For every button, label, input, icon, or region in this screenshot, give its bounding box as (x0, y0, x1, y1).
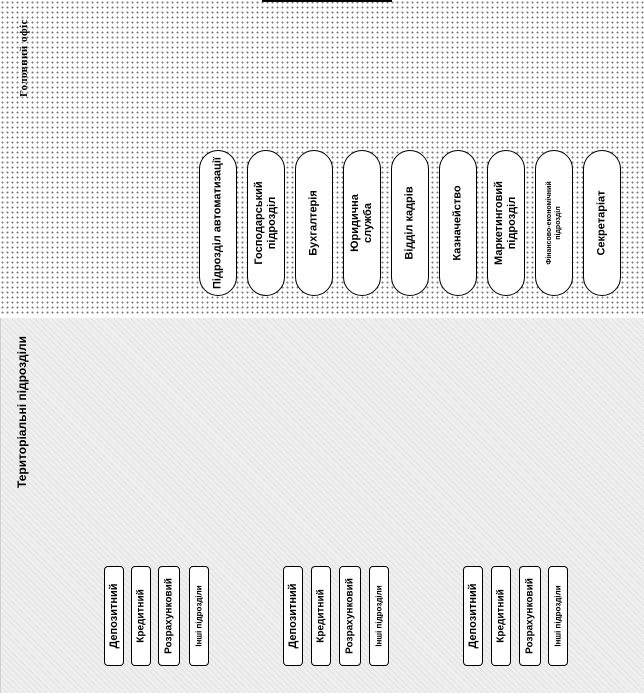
dept-marketing (487, 150, 525, 296)
unit-label: Депозитний (108, 583, 120, 649)
unit-other (369, 566, 389, 666)
unit-other (189, 566, 209, 666)
dept-label: Фінансово-економічний підрозділ (546, 181, 562, 265)
unit-other (548, 566, 568, 666)
dept-label: Підрозділ автоматизації (211, 157, 224, 289)
dept-label: Бухгалтерія (307, 190, 320, 256)
territorial-divisions-label: Територіальні підрозділи (15, 335, 29, 489)
dept-economic (247, 150, 285, 296)
dept-treasury (439, 150, 477, 296)
unit-label: Кредитний (495, 589, 507, 643)
dept-label: Господарський підрозділ (253, 181, 278, 265)
dept-label: Казначейство (451, 185, 464, 261)
unit-label: Депозитний (467, 583, 479, 649)
dept-automation (199, 150, 237, 296)
dept-accounting (295, 150, 333, 296)
dept-legal (343, 150, 381, 296)
unit-deposit (104, 566, 124, 666)
unit-label: Інші підрозділи (374, 585, 384, 647)
unit-label: Депозитний (287, 583, 299, 649)
unit-credit (311, 566, 331, 666)
dept-label: Відділ кадрів (403, 186, 416, 260)
dept-label: Секретаріат (595, 190, 608, 256)
unit-credit (131, 566, 151, 666)
unit-deposit (463, 566, 483, 666)
top-connector-line (262, 0, 392, 2)
unit-label: Кредитний (135, 589, 147, 643)
unit-label: Розрахунковий (524, 578, 536, 654)
dept-hr (391, 150, 429, 296)
unit-label: Розрахунковий (163, 578, 175, 654)
unit-settlement (339, 566, 361, 666)
unit-settlement (519, 566, 541, 666)
dept-label: Маркетинговий підрозділ (493, 181, 518, 265)
unit-label: Інші підрозділи (553, 585, 563, 647)
unit-label: Інші підрозділи (194, 585, 204, 647)
dept-secretariat (583, 150, 621, 296)
unit-deposit (283, 566, 303, 666)
unit-credit (491, 566, 511, 666)
unit-label: Кредитний (315, 589, 327, 643)
dept-finance (535, 150, 573, 296)
head-office-label: Головний офіс (18, 18, 30, 98)
unit-settlement (158, 566, 180, 666)
unit-label: Розрахунковий (344, 578, 356, 654)
dept-label: Юридична служба (349, 194, 374, 252)
